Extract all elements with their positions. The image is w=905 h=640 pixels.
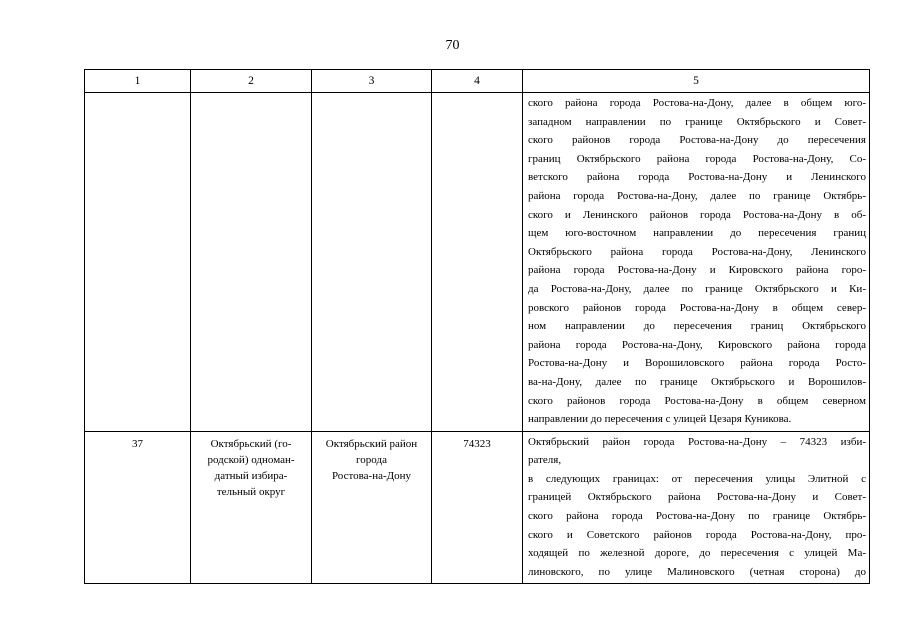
table-row-37 xyxy=(85,431,870,584)
column-number-3: 3 xyxy=(312,70,432,93)
text-line: района города Ростова-на-Дону, Кировского района города xyxy=(528,338,866,351)
column-number-1: 1 xyxy=(85,70,191,93)
district-name-line: тельный округ xyxy=(216,485,286,498)
text-line: ского и Ленинского районов города Ростова-на-Дону в об- xyxy=(528,208,866,221)
text-line: рателя, xyxy=(528,454,562,467)
text-line: ского районов города Ростова-на-Дону до пересечения xyxy=(528,134,866,147)
empty-cell xyxy=(85,93,191,432)
text-line: ского районов города Ростова-на-Дону в общем северном xyxy=(528,394,866,407)
table-row-continuation xyxy=(85,93,870,432)
text-line: ва-на-Дону, далее по границе Октябрьского и Ворошилов- xyxy=(528,375,866,388)
district-name-line: Октябрьский (го- xyxy=(210,437,292,450)
empty-cell xyxy=(191,93,312,432)
area-name-line: Ростова-на-Дону xyxy=(331,469,412,482)
text-line: района города Ростова-на-Дону и Кировского района горо- xyxy=(528,264,866,277)
column-number-5: 5 xyxy=(523,70,870,93)
row-number: 37 xyxy=(132,437,143,450)
text-line: западном направлении по границе Октябрьского и Совет- xyxy=(528,115,866,128)
row-number-cell xyxy=(85,431,191,584)
text-line: ского района города Ростова-на-Дону по границе Октябрь- xyxy=(528,510,866,523)
text-line: в следующих границах: от пересечения улицы Элитной с xyxy=(528,472,866,485)
voters-count: 74323 xyxy=(463,437,491,450)
text-line: района города Ростова-на-Дону, далее по границе Октябрь- xyxy=(528,189,866,202)
district-table xyxy=(84,69,870,584)
text-line: Октябрьского района города Ростова-на-Дону, Ленинского xyxy=(528,245,866,258)
empty-cell xyxy=(312,93,432,432)
district-name-line: датный избира- xyxy=(214,469,288,482)
text-line: ветского района города Ростова-на-Дону и Ленинского xyxy=(528,171,866,184)
text-line: ского района города Ростова-на-Дону, далее в общем юго- xyxy=(528,97,866,109)
area-name-cell xyxy=(312,431,432,584)
column-number-row xyxy=(85,70,870,93)
empty-cell xyxy=(432,93,523,432)
text-line: границ Октябрьского района города Ростова-на-Дону, Со- xyxy=(528,152,866,165)
area-name-line: Октябрьский район xyxy=(325,437,418,450)
boundary-description-cell xyxy=(523,93,870,432)
district-name-line: родской) одноман- xyxy=(207,453,295,466)
text-line: границей Октябрьского района Ростова-на-Дону и Совет- xyxy=(528,491,866,504)
area-name-line: города xyxy=(356,453,387,466)
text-line: линовского, по улице Малиновского (четная сторона) до xyxy=(528,565,866,578)
column-number-2: 2 xyxy=(191,70,312,93)
text-line: направлении до пересечения с улицей Цезаря Куникова. xyxy=(528,413,792,426)
boundary-description-cell xyxy=(523,431,870,584)
text-line: Ростова-на-Дону и Ворошиловского района города Росто- xyxy=(528,357,866,370)
text-line: щем юго-восточном направлении до пересечения границ xyxy=(528,227,866,240)
text-line: ходящей по железной дороге, до пересечения с улицей Ма- xyxy=(528,547,866,560)
text-line: да Ростова-на-Дону, далее по границе Октябрьского и Ки- xyxy=(528,282,866,295)
page-number: 70 xyxy=(445,38,460,53)
text-line: Октябрьский район города Ростова-на-Дону – 74323 изби- xyxy=(528,435,866,448)
text-line: ского и Советского районов города Ростова-на-Дону, про- xyxy=(528,528,866,541)
column-number-4: 4 xyxy=(432,70,523,93)
voters-count-cell xyxy=(432,431,523,584)
text-line: ном направлении до пересечения границ Октябрьского xyxy=(528,320,866,333)
text-line: ровского районов города Ростова-на-Дону в общем север- xyxy=(528,301,866,314)
district-name-cell xyxy=(191,431,312,584)
